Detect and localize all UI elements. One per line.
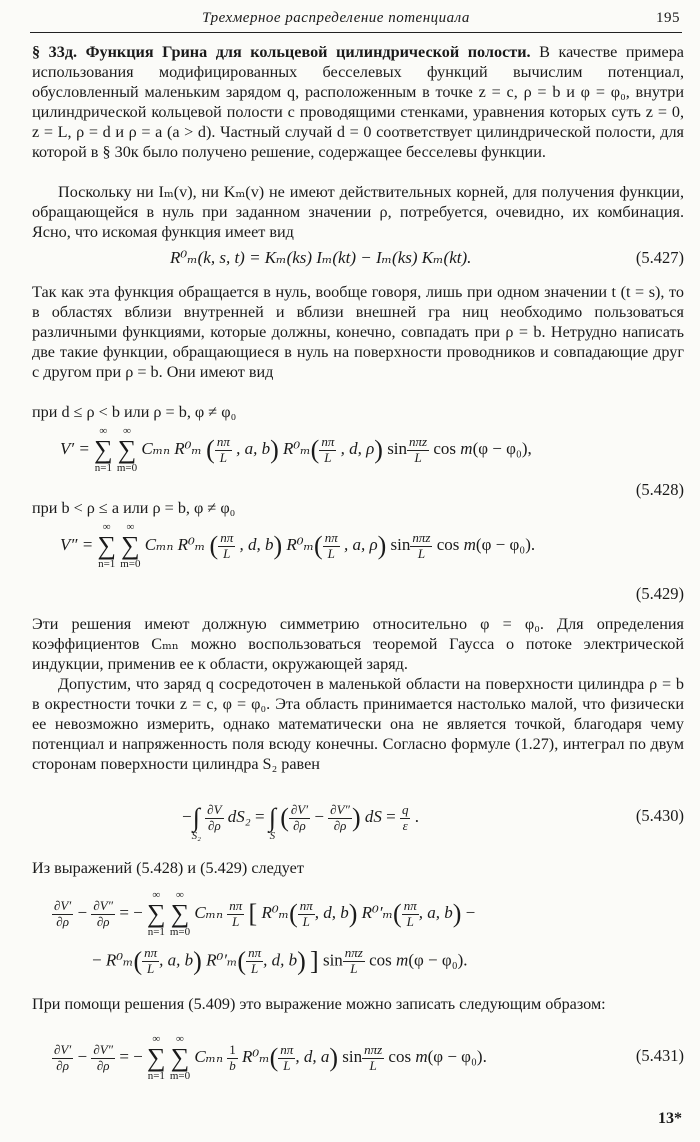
equation-formula: V′ = ∞ ∑ n=1 ∞ ∑ m=0 Cₘₙ R⁰ₘ ( $\frac{n\pi}{L}$ , a, b) R⁰ₘ( $\frac{n\pi}{L}$ , d, ρ) sin $\frac{\text{nπz}}{L}$ cos m(φ − φ₀), <box>60 425 532 474</box>
intro-text: В качестве примера использования модифицированных бесселевых функций вычислим потенциал, обусловленный маленьким зарядом q, расположенным в точке z = c, ρ = b и φ = φ₀, внутри цилиндрической кольцевой полости с проводящими стенками, уравнения которых суть z = 0, z = L, ρ = d и ρ = a (a > d). Частный случай d = 0 соответствует цилиндрической полости, для которой в § 30к было получено решение, содержащее бесселевы функции. <box>32 43 684 161</box>
equation-formula: V″ = ∞ ∑ n=1 ∞ ∑ m=0 Cₘₙ R⁰ₘ ( $\frac{n\pi}{L}$ , d, b) R⁰ₘ( $\frac{n\pi}{L}$ , a, ρ) sin $\frac{\text{nπz}}{L}$ cos m(φ − φ₀). <box>60 521 536 570</box>
page-number: 195 <box>656 10 680 26</box>
equation-number: (5.429) <box>635 584 684 603</box>
sum-sign: ∞ ∑ m=0 <box>120 521 141 570</box>
signature-mark: 13* <box>658 1110 682 1127</box>
equation-line-2: − R⁰ₘ( $\frac{n\pi}{L}$ , a, b) R⁰′ₘ( $\frac{n\pi}{L}$ , d, b) ] sin $\frac{\text{nπz}}{L}$ cos m(φ − φ₀). <box>92 945 468 976</box>
sum-sign: ∞ ∑ m=0 <box>116 425 138 474</box>
paragraph-gauss: Допустим, что заряд q сосредоточен в маленькой области на поверхности цилиндра ρ = b в окрестности точки z = c, φ = φ₀. Эта область принимается настолько малой, что физически ее невозможно измерить, однако математически она не является точкой, благодаря чему потенциал и напряженность поля всюду конечны. Согласно формуле (1.27), интеграл по двум сторонам поверхности цилиндра S₂ равен <box>32 675 684 773</box>
equation-number: (5.428) <box>635 480 684 499</box>
paragraph-rewrite: При помощи решения (5.409) это выражение можно записать следующим образом: <box>32 995 606 1013</box>
running-head <box>30 6 682 33</box>
sum-sign: ∞ ∑ n=1 <box>97 521 116 570</box>
equation-number: (5.430) <box>635 806 684 825</box>
paragraph-intro <box>32 42 684 162</box>
sum-sign: ∞ ∑ n=1 <box>94 425 113 474</box>
equation-derivative <box>32 884 684 994</box>
equation-formula: − ∫ S₂ $\frac{\partial V}{\partial\rho}$ dS₂ = ∫ S ( $\frac{\partial V'}{\partial\rho}$ − $\frac{\partial V''}{\partial\rho}$ ) dS = $\frac{q}{\varepsilon}$ . <box>182 801 419 842</box>
equation-5-428 <box>32 418 684 500</box>
equation-5-431 <box>32 1030 684 1096</box>
paragraph-roots: Поскольку ни Iₘ(v), ни Kₘ(v) не имеют действительных корней, для получения функции, обращающейся в нуль при заданном значении ρ, потребуется, очевидно, их комбинация. Ясно, что искомая функция имеет вид <box>32 183 684 241</box>
paragraph-derive: Из выражений (5.428) и (5.429) следует <box>32 859 304 877</box>
equation-formula: $\frac{\partial V'}{\partial\rho}$ − $\frac{\partial V''}{\partial\rho}$ = − ∞ ∑ n=1 ∞ ∑ m=0 Cₘₙ $\frac{1}{b}$ R⁰ₘ( $\frac{n\pi}{L}$ , d, a) sin $\frac{\text{nπz}}{L}$ cos m(φ − φ₀). <box>54 1033 487 1082</box>
running-title: Трехмерное распределение потенциала <box>202 10 470 26</box>
paragraph-regions: Так как эта функция обращается в нуль, вообще говоря, лишь при одном значении t (t = s), то в областях вблизи внутренней и вблизи внешней гра ниц необходимо пользоваться различными функциями, которые должны, конечно, совпадать при ρ = b. Нетрудно написать две такие функции, обращающиеся в нуль на поверхности проводников и совпадающие друг с другом при ρ = b. Они имеют вид <box>32 283 684 381</box>
equation-formula: R⁰ₘ(k, s, t) = Kₘ(ks) Iₘ(kt) − Iₘ(ks) Kₘ(kt). <box>170 248 472 267</box>
section-heading: § 33д. Функция Грина для кольцевой цилиндрической полости. <box>32 43 531 61</box>
equation-5-429 <box>32 514 684 606</box>
equation-number: (5.427) <box>635 248 684 267</box>
paragraph-symmetry: Эти решения имеют должную симметрию относительно φ = φ₀. Для определения коэффициентов Cₘₙ можно воспользоваться теоремой Гаусса о потоке электрической индукции, применив ее к области, окружающей заряд. <box>32 615 684 673</box>
condition-inner: при d ≤ ρ < b или ρ = b, φ ≠ φ₀ <box>32 403 237 421</box>
equation-5-430 <box>32 792 684 854</box>
condition-outer: при b < ρ ≤ a или ρ = b, φ ≠ φ₀ <box>32 499 236 517</box>
equation-number: (5.431) <box>635 1046 684 1065</box>
equation-line-1: $\frac{\partial V'}{\partial\rho}$ − $\frac{\partial V''}{\partial\rho}$ = − ∞ ∑ n=1 ∞ ∑ m=0 Cₘₙ $\frac{n\pi}{L}$ [ R⁰ₘ( $\frac{n\pi}{L}$ , d, b) R⁰′ₘ( $\frac{n\pi}{L}$ , a, b) − <box>54 889 476 938</box>
